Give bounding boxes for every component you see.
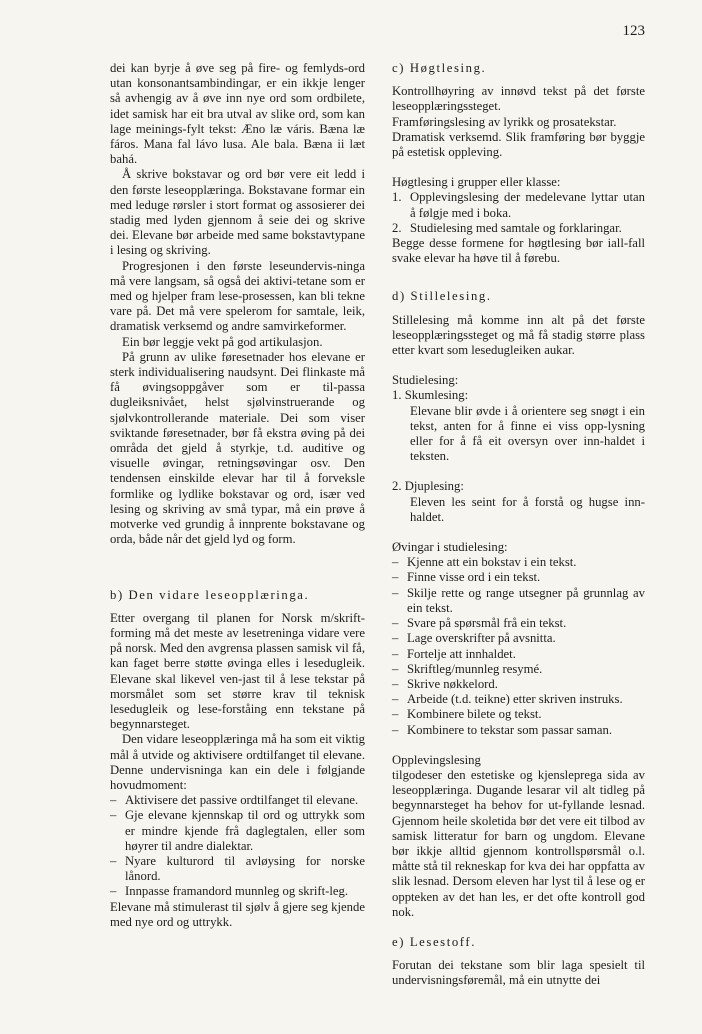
list-item bbox=[392, 631, 645, 646]
studielesing-label: Studielesing: bbox=[392, 373, 459, 388]
ovingar-list bbox=[392, 555, 645, 737]
section-heading-e: e) Lesestoff. bbox=[392, 934, 476, 949]
list-item bbox=[392, 647, 645, 662]
dash-marker: – bbox=[110, 793, 117, 808]
list-item bbox=[110, 793, 365, 808]
d-intro: Stillelesing må komme inn alt på det første leseopplæringssteget og må få stadig større plass etter kvart som lesedugleiken aukar. bbox=[392, 312, 645, 358]
paragraph-stimulerast: Elevane må stimulerast til sjølv å gjere seg kjende med nye ord og uttrykk. bbox=[110, 899, 365, 929]
section-heading-d: d) Stillelesing. bbox=[392, 289, 492, 304]
dash-marker: – bbox=[392, 722, 399, 737]
number-marker: 1. bbox=[392, 190, 402, 205]
paragraph-progresjon: Progresjonen i den første leseundervis-ninga må vere langsam, så også dei aktivi-tetane som er med og hjelper fram lese-prosessen, kan bli tekne vare på. Det må vere spelerom for samtale, leik, dramatisk verksemd og andre samvirkeformer. bbox=[110, 258, 365, 334]
left-column bbox=[110, 61, 365, 930]
list-item-text: Arbeide (t.d. teikne) etter skriven instruks. bbox=[407, 692, 623, 707]
list-item bbox=[392, 707, 645, 722]
dash-marker: – bbox=[392, 631, 399, 646]
c-line: Dramatisk verksemd. Slik framføring bør byggje på estetisk oppleving. bbox=[392, 129, 645, 160]
list-item-text: Lage overskrifter på avsnitta. bbox=[407, 631, 556, 646]
list-item-text: Innpasse framandord munnleg og skrift-leg. bbox=[125, 884, 349, 899]
opplevingslesing-text: tilgodeser den estetiske og kjenslepregа sida av leseopplæringa. Dugande lesarar vil alt tidleg på begynnarsteget ha behov for ut-fyllande lesnad. Gjennom heile skoletida bør det vere eit tilbod av samisk litteratur for barn og ungdom. Elevane bør ikkje alltid gjennom kontrollspørsmål o.l. måtte stå til rekneskap for kva dei har oppfatta av slik lesnad. Dersom eleven har lyst til å lese og er oppteken av det han les, er det ofte kontroll god nok. bbox=[392, 767, 645, 919]
dash-marker: – bbox=[110, 808, 117, 823]
list-item bbox=[392, 190, 645, 220]
dash-marker: – bbox=[110, 884, 117, 899]
paragraph-artikulasjon: Ein bør leggje vekt på god artikulasjon. bbox=[122, 334, 323, 349]
paragraph-bokstavar: Å skrive bokstavar og ord bør vere eit ledd i den første leseopplæringa. Bokstavane formar ein med leduge rørsler i stort format og assosierer dei stadig med lyden gjennom å seie dei og skrive dei. Elevane bør arbeide med same bokstavtypane i lesing og skriving. bbox=[110, 167, 365, 258]
list-item-text: Skriftleg/munnleg resymé. bbox=[407, 661, 543, 676]
list-item-text: Kombinere to tekstar som passar saman. bbox=[407, 722, 613, 737]
dash-marker: – bbox=[392, 661, 399, 676]
page-number: 123 bbox=[622, 23, 645, 39]
djuplesing-label: 2. Djuplesing: bbox=[392, 479, 464, 494]
list-item bbox=[110, 854, 365, 884]
list-item bbox=[392, 677, 645, 692]
list-item-text: Gje elevane kjennskap til ord og uttrykk som er mindre kjende frå daglegtalen, eller som høyrer til andre dialektar. bbox=[125, 808, 365, 853]
list-item-text: Fortelje att innhaldet. bbox=[407, 646, 516, 661]
list-item-text: Svare på spørsmål frå ein tekst. bbox=[407, 616, 567, 631]
paragraph-overgang: Etter overgang til planen for Norsk m/skrift-forming må det meste av lesetreninga vidare vere på norsk. Med den avgrensa plassen samisk vil få, kan faget berre støtte øvinga elles i lesedugleik. Elevane skal likevel ven-jast til å lese tekstar på morsmålet som set større krav til teknisk lesedugleik og lese-forståing enn tekstane på begynnarsteget. bbox=[110, 610, 365, 732]
section-heading-b: b) Den vidare leseopplæringa. bbox=[110, 587, 310, 602]
dash-marker: – bbox=[392, 616, 399, 631]
e-text: Forutan dei tekstane som blir laga spesielt til undervisningsføremål, må ein utnytte dei bbox=[392, 958, 645, 988]
list-item bbox=[392, 555, 645, 570]
list-item-text: Finne visse ord i ein tekst. bbox=[407, 570, 541, 585]
c-grupper-label: Høgtlesing i grupper eller klasse: bbox=[392, 175, 561, 190]
list-item bbox=[392, 662, 645, 677]
section-heading-c: c) Høgtlesing. bbox=[392, 61, 487, 75]
list-item bbox=[392, 570, 645, 585]
skumlesing-label: 1. Skumlesing: bbox=[392, 388, 469, 403]
list-item bbox=[392, 616, 645, 631]
list-item bbox=[110, 808, 365, 854]
list-item-text: Nyare kulturord til avløysing for norske lånord. bbox=[125, 853, 365, 884]
paragraph-foresetnader: På grunn av ulike føresetnader hos elevane er sterk individualisering naudsynt. Dei flinkaste må få øvingsoppgåver som er til-passa dugleiksnivået, helst sjølvinstruerande og sjølvkontrollerande materiale. Dei som viser sviktande føresetnader, bør få ekstra øving på dei områda det gjeld å styrkje, t.d. auditive og visuelle øvingar, retningsøvingar osv. Den tendensen einskilde elevar har til å forveksle formlike og lydlike bokstavar og ord, især ved lesing og skriving av små typar, må ein prøve å motverke ved grundig å innprente bokstavane og orda, både når det gjeld lyd og form. bbox=[110, 349, 365, 547]
list-b bbox=[110, 793, 365, 899]
list-item bbox=[392, 692, 645, 707]
list-item bbox=[110, 884, 365, 899]
dash-marker: – bbox=[392, 707, 399, 722]
opplevingslesing-label: Opplevingslesing bbox=[392, 752, 481, 767]
dash-marker: – bbox=[392, 570, 399, 585]
c-begge: Begge desse formene for høgtlesing bør iall-fall svake elevar ha høve til å førebu. bbox=[392, 236, 645, 266]
list-item-text: Kombinere bilete og tekst. bbox=[407, 707, 542, 722]
dash-marker: – bbox=[392, 646, 399, 661]
dash-marker: – bbox=[392, 555, 399, 570]
list-item-text: Skilje rette og range utsegner på grunnlag av ein tekst. bbox=[407, 585, 645, 615]
list-item bbox=[392, 586, 645, 616]
ovingar-label: Øvingar i studielesing: bbox=[392, 540, 508, 555]
intro-paragraph: dei kan byrje å øve seg på fire- og femlyds-ord utan konsonantsambindingar, er ein ikkje lenger så avhengig av å øve inn nye ord som ordbilete, idet samisk har eit bra utval av slike ord, som kan lage meinings-fylt tekst: Æno læ váris. Bæna læ fáros. Mana fal lávo lusa. Ale bala. Bæna ii læt bahá. bbox=[110, 61, 365, 167]
list-item bbox=[392, 723, 645, 738]
dash-marker: – bbox=[392, 585, 399, 600]
number-marker: 2. bbox=[392, 220, 402, 235]
paragraph-vidare: Den vidare leseopplæringa må ha som eit viktig mål å utvide og aktivisere ordtilfanget til elevane. Denne undervisninga kan ein dele i følgjande hovudmoment: bbox=[110, 732, 365, 792]
dash-marker: – bbox=[392, 676, 399, 691]
c-line: Framføringslesing av lyrikk og prosatekstar. bbox=[392, 114, 617, 129]
c-line: Kontrollhøyring av innøvd tekst på det første leseopplæringssteget. bbox=[392, 84, 645, 114]
djuplesing-text: Eleven les seint for å forstå og hugse inn-haldet. bbox=[410, 494, 645, 524]
list-item-text: Kjenne att ein bokstav i ein tekst. bbox=[407, 555, 577, 570]
dash-marker: – bbox=[392, 692, 399, 707]
list-item-text: Studielesing med samtale og forklaringar. bbox=[410, 220, 622, 235]
skumlesing-text: Elevane blir øvde i å orientere seg snøgt i ein tekst, anten for å finne ei viss opp-lysning eller for å få eit oversyn over inn-haldet i teksten. bbox=[410, 403, 645, 464]
list-item-text: Aktivisere det passive ordtilfanget til elevane. bbox=[125, 793, 359, 808]
list-item bbox=[392, 221, 645, 236]
right-column bbox=[392, 61, 645, 989]
list-item-text: Skrive nøkkelord. bbox=[407, 676, 498, 691]
list-item-text: Opplevingslesing der medelevane lyttar utan å følgje med i boka. bbox=[410, 190, 645, 220]
dash-marker: – bbox=[110, 853, 117, 868]
